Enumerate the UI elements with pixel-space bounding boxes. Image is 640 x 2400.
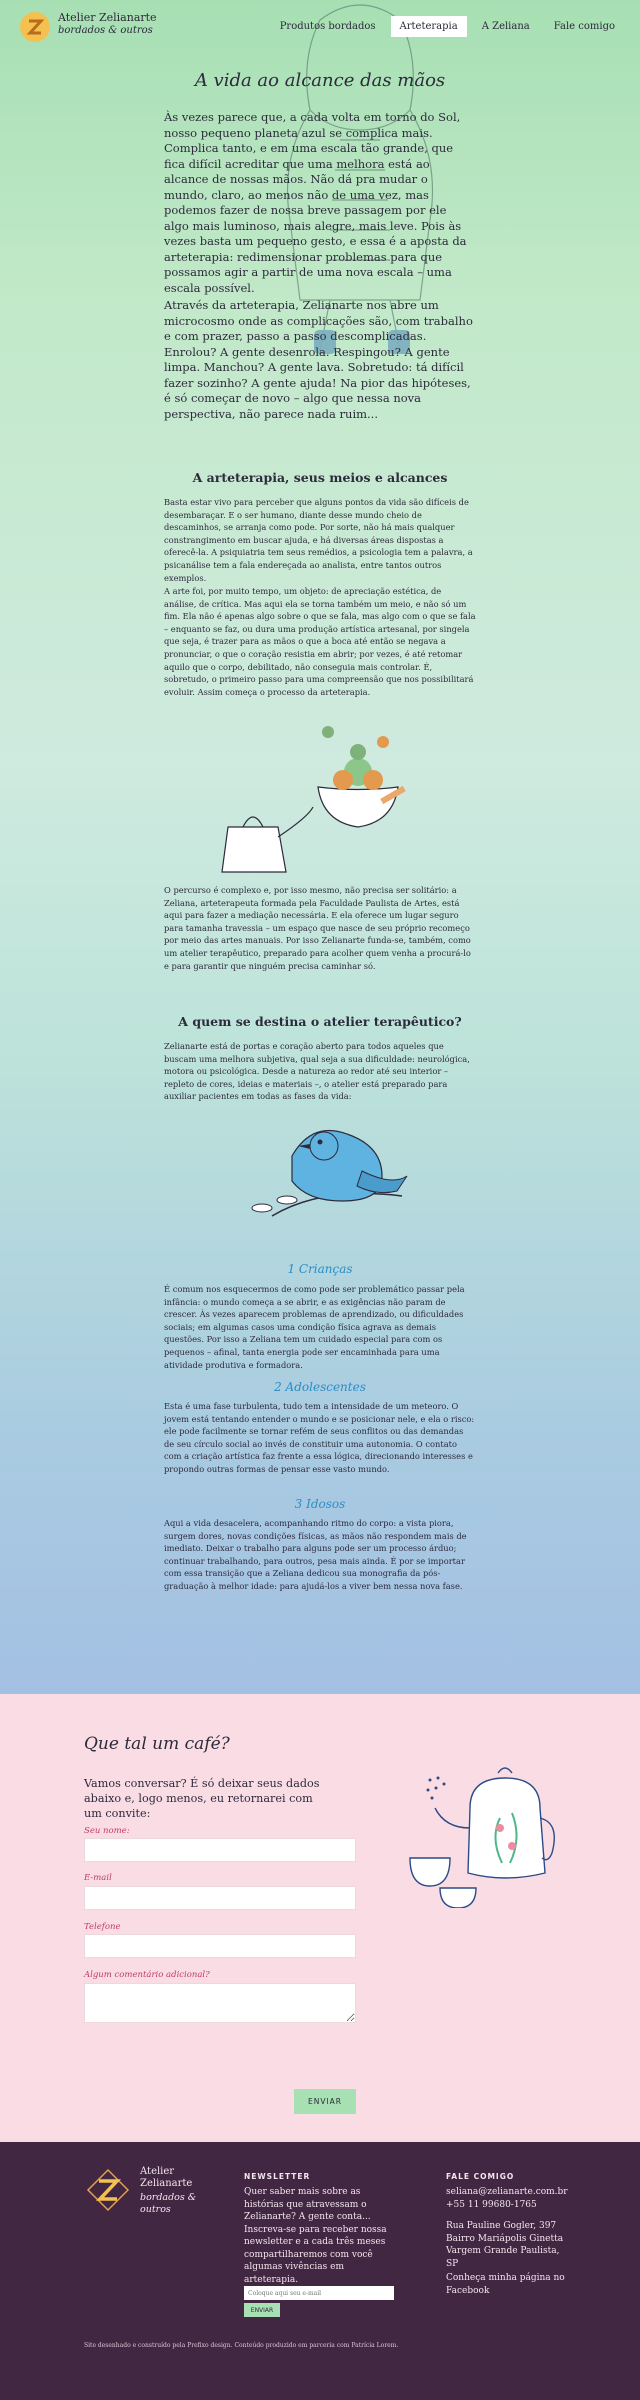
contact-title: Que tal um café? [84,1734,230,1754]
bird-illustration [232,1116,412,1226]
footer-credit: Site desenhado e construído pela Prefixo design. Conteúdo produzido em parceria com Patrícia Lorem. [84,2342,399,2349]
group-title-criancas: 1 Crianças [287,1262,353,1276]
nav-produtos-bordados[interactable]: Produtos bordados [279,21,376,32]
plants-illustration [208,712,418,882]
contact-heading: FALE COMIGO [446,2172,515,2181]
send-button[interactable]: ENVIAR [294,2089,356,2114]
nav-fale-comigo[interactable]: Fale comigo [553,21,615,32]
newsletter-email-input[interactable] [244,2286,394,2300]
main-nav [271,16,624,37]
section1-paragraph-1: Basta estar vivo para perceber que alguns pontos da vida são difíceis de desembaraçar. E o ser humano, diante desse mundo cheio de descaminhos, se arranja como pode. Por sorte, não há mais qualquer constrangimento em buscar ajuda, e há diversas áreas dispostas a oferecê-la. A psiquiatria tem seus remédios, a psicologia tem a palavra, a psicanálise tem a fala endereçada ao analista, entre tantos outros exemplos. [164,497,473,583]
comment-label: Algum comentário adicional? [84,1970,210,1980]
group-title-adolescentes: 2 Adolescentes [274,1380,366,1394]
logo-title[interactable]: Atelier Zelianarte [58,11,157,24]
group-text-adolescentes: Esta é uma fase turbulenta, tudo tem a intensidade de um meteoro. O jovem está tentando entender o mundo e se posicionar nele, e ela o risco: ele pode facilmente se tornar refém de seus conflitos ou das demandas de seu círculo social ao invés de constituir uma autonomia. O contato com a criação artística faz frente a essa lógica, direcionando interesses e propondo outras formas de pensar esse vasto mundo. [164,1401,475,1474]
phone-input[interactable] [84,1934,356,1958]
logo-icon[interactable] [20,12,50,42]
newsletter-text: Quer saber mais sobre as histórias que atravessam o Zelianarte? A gente conta... Inscreva-se para receber nossa newsletter e a cada três meses compartilharemos com você algumas vivências em arteterapia. [244,2187,387,2285]
section1-paragraph-3: O percurso é complexo e, por isso mesmo, não precisa ser solitário: a Zeliana, arteterapeuta formada pela Faculdade Paulista de Artes, está aqui para fazer a mediação necessária. E ela oferece um lugar seguro para tamanha travessia – um espaço que nasce de seu próprio recomeço por meio das artes manuais. Por isso Zelianarte funda-se, também, como um atelier terapêutico, preparado para acolher quem venha a procurá-lo e para garantir que ninguém precisa caminhar só. [164,885,471,971]
phone-label: Telefone [84,1922,121,1932]
section-title-meios: A arteterapia, seus meios e alcances [192,470,448,485]
nav-arteterapia[interactable]: Arteterapia [391,16,467,37]
footer-address: Rua Pauline Gogler, 397 Bairro Mariápolis Ginetta Vargem Grande Paulista, SP [446,2221,564,2269]
footer-logo-title: Atelier Zelianarte [140,2166,193,2189]
group-text-criancas: É comum nos esquecermos de como pode ser problemático passar pela infância: o mundo começa a se abrir, e as exigências não param de crescer. Às vezes aparecem problemas de aprendizado, ou dificuldades sociais; em algumas casos uma condição física agrava as demais questões. Por isso a Zeliana tem um cuidado especial para com os pequenos – afinal, tanta energia pode ser encaminhada para uma atividade produtiva e formadora. [164,1284,465,1370]
footer-email[interactable]: seliana@zelianarte.com.br [446,2187,568,2197]
footer-phone: +55 11 99680-1765 [446,2200,537,2210]
logo-subtitle: bordados & outros [58,25,153,36]
newsletter-heading: NEWSLETTER [244,2172,311,2181]
email-label: E-mail [84,1873,112,1883]
teapot-illustration [400,1758,560,1908]
page-title: A vida ao alcance das mãos [194,70,446,91]
contact-intro: Vamos conversar? É só deixar seus dados abaixo e, logo menos, eu retornarei com um convite: [84,1777,320,1820]
email-input[interactable] [84,1886,356,1910]
section1-paragraph-2: A arte foi, por muito tempo, um objeto: de apreciação estética, de análise, de crítica. Mas aqui ela se torna também um meio, e não só um fim. Ela não é apenas algo sobre o que se fala, mas algo com o que se fala – enquanto se faz, ou dura uma produção artística artesanal, por singela que seja, é trazer para as mãos o que a boca até então se negava a pronunciar, o que o coração resistia em abrir; por vezes, é até retomar aquilo que o corpo, debilitado, não conseguia mais controlar. É, sobretudo, o primeiro passo para uma compreensão que nos possibilitará evoluir. Assim começa o processo da arteterapia. [164,586,476,697]
footer-logo-icon[interactable] [86,2168,130,2212]
nav-a-zeliana[interactable]: A Zeliana [481,21,530,32]
section2-intro: Zelianarte está de portas e coração aberto para todos aqueles que buscam uma melhora subjetiva, qual seja a sua dificuldade: neurológica, motora ou psicológica. Desde a natureza ao redor até seu interior – repleto de cores, ideias e materiais –, o atelier está preparado para auxiliar pacientes em todas as fases da vida: [164,1041,470,1102]
section-title-destina: A quem se destina o atelier terapêutico? [178,1014,462,1029]
newsletter-send-button[interactable]: ENVIAR [244,2303,280,2317]
footer-facebook-link[interactable]: Conheça minha página no Facebook [446,2273,565,2296]
hero-paragraph-1: Às vezes parece que, a cada volta em torno do Sol, nosso pequeno planeta azul se complica mais. Complica tanto, e em uma escala tão grande, que fica difícil acreditar que uma melhora está ao alcance de nossas mãos. Não dá pra mudar o mundo, claro, ao menos não de uma vez, mas podemos fazer de nossa breve passagem por ele algo mais luminoso, mais alegre, mais leve. Pois às vezes basta um pequeno gesto, e essa é a aposta da arteterapia: redimensionar problemas para que possamos agir a partir de uma nova escala – uma escala possível. [164,110,467,295]
group-title-idosos: 3 Idosos [294,1497,346,1511]
group-text-idosos: Aqui a vida desacelera, acompanhando ritmo do corpo: a vista piora, surgem dores, novas condições físicas, as mãos não respondem mais de imediato. Deixar o trabalho para alguns pode ser um processo árduo; continuar trabalhando, para outros, pesa mais ainda. É por se importar com essa transição que a Zeliana dedicou sua monografia da pós-graduação à melhor idade: para ajudá-los a viver bem nessa nova fase. [164,1518,467,1591]
footer-logo-subtitle: bordados & outros [140,2192,197,2215]
site-header [0,0,640,52]
name-input[interactable] [84,1838,356,1862]
comment-textarea[interactable] [84,1983,356,2023]
name-label: Seu nome: [84,1826,130,1836]
hero-paragraph-2: Através da arteterapia, Zelianarte nos abre um microcosmo onde as complicações são, com trabalho e com prazer, passo a passo descomplicadas. Enrolou? A gente desenrola. Respingou? A gente limpa. Manchou? A gente lava. Sobretudo: tá difícil fazer sozinho? A gente ajuda! Na pior das hipóteses, é só começar de novo – algo que nessa nova perspectiva, não parece nada ruim... [164,298,473,421]
